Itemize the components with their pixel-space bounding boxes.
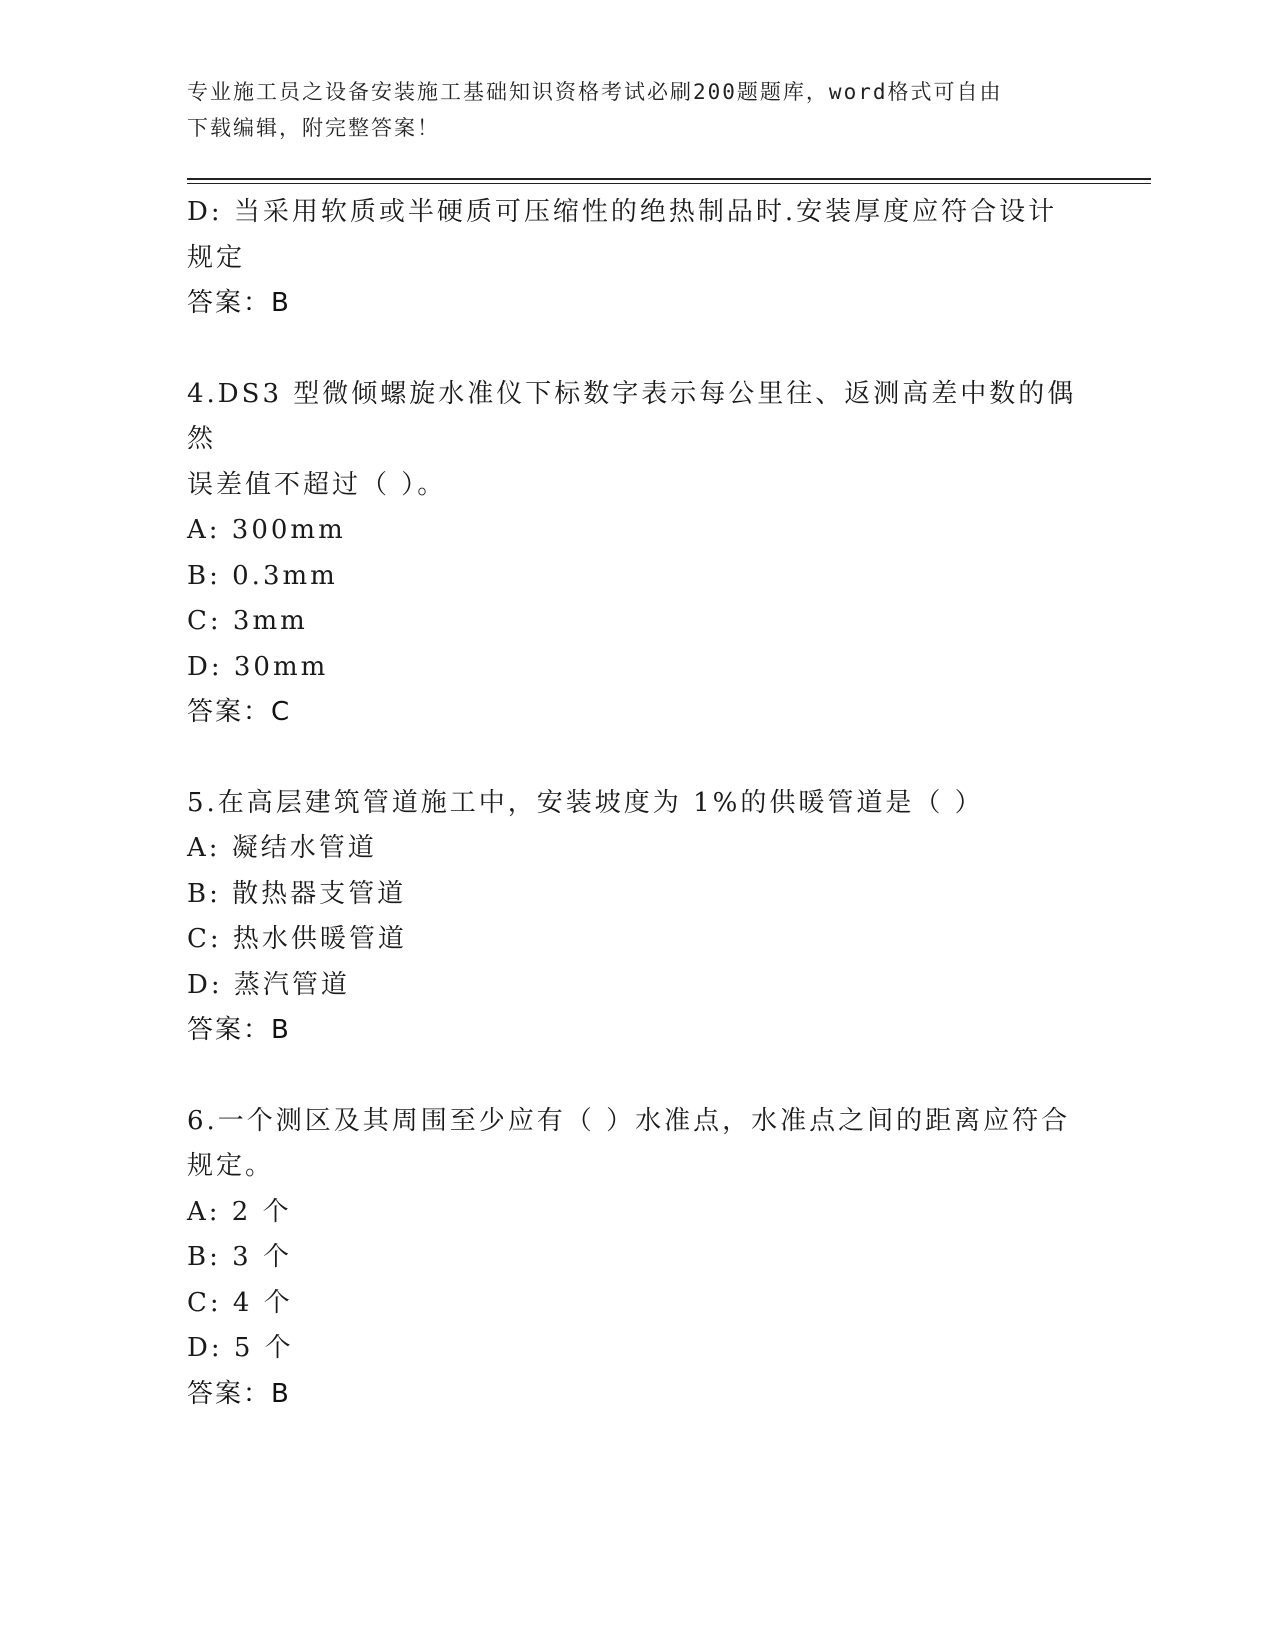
- option-b: B: 0.3mm: [187, 560, 338, 591]
- option-d-line-1: D: 当采用软质或半硬质可压缩性的绝热制品时.安装厚度应符合设计: [187, 197, 1058, 227]
- option-b: B: 散热器支管道: [187, 878, 407, 909]
- answer-line: 答案：C: [187, 697, 292, 727]
- option-a: A: 300mm: [187, 515, 346, 545]
- spacer: [187, 736, 1077, 781]
- header-title-line-2: 下载编辑，附完整答案！: [187, 116, 440, 140]
- header-title-line-1: 专业施工员之设备安装施工基础知识资格考试必刷200题题库，word格式可自由: [187, 80, 1003, 104]
- question-stem-line-2: 误差值不超过（ ）。: [187, 469, 447, 500]
- option-c: C: 3mm: [187, 606, 308, 636]
- header-divider-thick: [187, 178, 1151, 180]
- spacer: [187, 327, 1077, 372]
- option-b: B: 3 个: [187, 1242, 292, 1272]
- document-body: [187, 190, 1077, 1417]
- option-d: D: 30mm: [187, 651, 329, 682]
- question-6: [187, 1099, 1077, 1418]
- question-stem-line-1: 4.DS3 型微倾螺旋水准仪下标数字表示每公里往、返测高差中数的偶然: [187, 378, 1077, 454]
- option-c: C: 热水供暖管道: [187, 924, 407, 954]
- spacer: [187, 1054, 1077, 1099]
- answer-line: 答案：B: [187, 1378, 291, 1409]
- option-a: A: 凝结水管道: [187, 833, 377, 863]
- question-stem-line-1: 5.在高层建筑管道施工中，安装坡度为 1%的供暖管道是（ ）: [187, 787, 984, 818]
- answer-line: 答案：B: [187, 288, 291, 318]
- question-5: [187, 781, 1077, 1054]
- option-d-line-2: 规定: [187, 242, 246, 273]
- continued-question: [187, 190, 1077, 327]
- question-4: [187, 372, 1077, 736]
- header-divider-thin: [187, 183, 1151, 184]
- document-header: [187, 74, 1067, 146]
- option-a: A: 2 个: [187, 1196, 292, 1227]
- option-d: D: 蒸汽管道: [187, 969, 350, 1000]
- option-c: C: 4 个: [187, 1287, 293, 1318]
- question-stem-line-2: 规定。: [187, 1151, 275, 1181]
- answer-line: 答案：B: [187, 1015, 291, 1045]
- question-stem-line-1: 6.一个测区及其周围至少应有（ ）水准点，水准点之间的距离应符合: [187, 1105, 1071, 1136]
- option-d: D: 5 个: [187, 1333, 294, 1363]
